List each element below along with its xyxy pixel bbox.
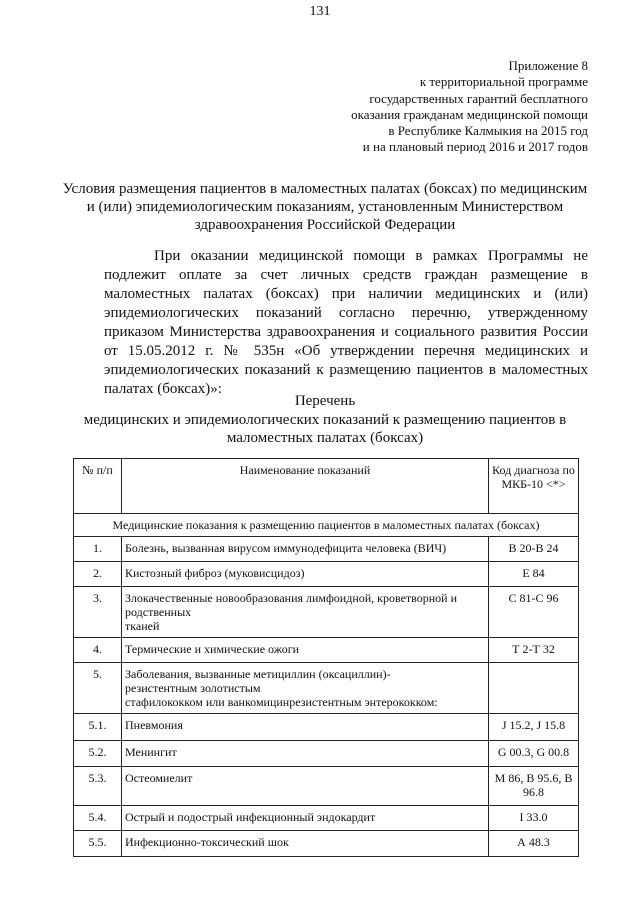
section-title: Условия размещения пациентов в маломестных палатах (боксах) по медицинским и (или) эпидемиологическим показаниям, установленным Министерством здравоохранения Российской Федерации: [62, 181, 588, 233]
table-row: [74, 767, 579, 806]
row-name: Пневмония: [122, 714, 489, 741]
row-code: G 00.3, G 00.8: [489, 741, 579, 767]
indications-table: [73, 458, 579, 857]
row-name: Менингит: [122, 741, 489, 767]
appendix-line: и на плановый период 2016 и 2017 годов: [362, 139, 588, 155]
appendix-line: Приложение 8: [508, 58, 588, 73]
section-label: Медицинские показания к размещению пациентов в маломестных палатах (боксах): [74, 514, 579, 537]
appendix-line: к территориальной программе: [419, 74, 588, 90]
list-title: [60, 392, 590, 448]
table-row: [74, 806, 579, 831]
table-row: [74, 562, 579, 587]
table-row: [74, 638, 579, 663]
table-row: [74, 587, 579, 638]
table-row: [74, 741, 579, 767]
row-number: 5.2.: [74, 741, 122, 767]
row-name: Инфекционно-токсический шок: [122, 831, 489, 857]
table-row: [74, 714, 579, 741]
row-name: Злокачественные новообразования лимфоидной, кроветворной и родственных тканей: [122, 587, 489, 638]
table-row: [74, 537, 579, 562]
table-header-row: [74, 459, 579, 514]
row-name: Острый и подострый инфекционный эндокардит: [122, 806, 489, 831]
table-row: [74, 831, 579, 857]
row-number: 5.3.: [74, 767, 122, 806]
header-name: Наименование показаний: [122, 459, 489, 514]
row-code: Т 2-Т 32: [489, 638, 579, 663]
row-number: 1.: [74, 537, 122, 562]
appendix-line: оказания гражданам медицинской помощи: [351, 106, 588, 122]
row-code: J 15.2, J 15.8: [489, 714, 579, 741]
row-number: 3.: [74, 587, 122, 638]
appendix-header: [351, 58, 588, 156]
page-number: 131: [309, 4, 331, 19]
section-row: [74, 514, 579, 537]
row-number: 2.: [74, 562, 122, 587]
paragraph-text: При оказании медицинской помощи в рамках Программы не подлежит оплате за счет личных средств граждан размещение в маломестных палатах (боксах) при наличии медицинских и (или) эпидемиологических показаний согласно перечню, утвержденному приказом Министерства здравоохранения и социального развития России от 15.05.2012 г. № 535н «Об утверждении перечня медицинских и эпидемиологических показаний к размещению пациентов в маломестных палатах (боксах)»:: [104, 248, 588, 397]
row-number: 5.: [74, 663, 122, 714]
list-title-line: Перечень: [294, 393, 356, 409]
row-number: 5.1.: [74, 714, 122, 741]
table-row: [74, 663, 579, 714]
row-code: М 86, В 95.6, В 96.8: [489, 767, 579, 806]
list-title-line: медицинских и эпидемиологических показаний к размещению пациентов в маломестных палатах (боксах): [83, 411, 567, 446]
row-name: Кистозный фиброз (муковисцидоз): [122, 562, 489, 587]
row-code: А 48.3: [489, 831, 579, 857]
appendix-line: государственных гарантий бесплатного: [369, 90, 588, 106]
row-number: 5.4.: [74, 806, 122, 831]
row-code: С 81-С 96: [489, 587, 579, 638]
row-name: Заболевания, вызванные метициллин (оксациллин)- резистентным золотистым стафилококком или ванкомицинрезистентным энтерококком:: [122, 663, 489, 714]
row-number: 5.5.: [74, 831, 122, 857]
row-name: Остеомиелит: [122, 767, 489, 806]
row-code: [489, 663, 579, 714]
row-code: Е 84: [489, 562, 579, 587]
row-number: 4.: [74, 638, 122, 663]
row-code: В 20-В 24: [489, 537, 579, 562]
appendix-line: в Республике Калмыкия на 2015 год: [388, 123, 588, 139]
row-name: Болезнь, вызванная вирусом иммунодефицита человека (ВИЧ): [122, 537, 489, 562]
header-number: № п/п: [74, 459, 122, 514]
header-code: Код диагноза по МКБ-10 <*>: [489, 459, 579, 514]
body-paragraph: [104, 247, 588, 399]
row-code: I 33.0: [489, 806, 579, 831]
row-name: Термические и химические ожоги: [122, 638, 489, 663]
